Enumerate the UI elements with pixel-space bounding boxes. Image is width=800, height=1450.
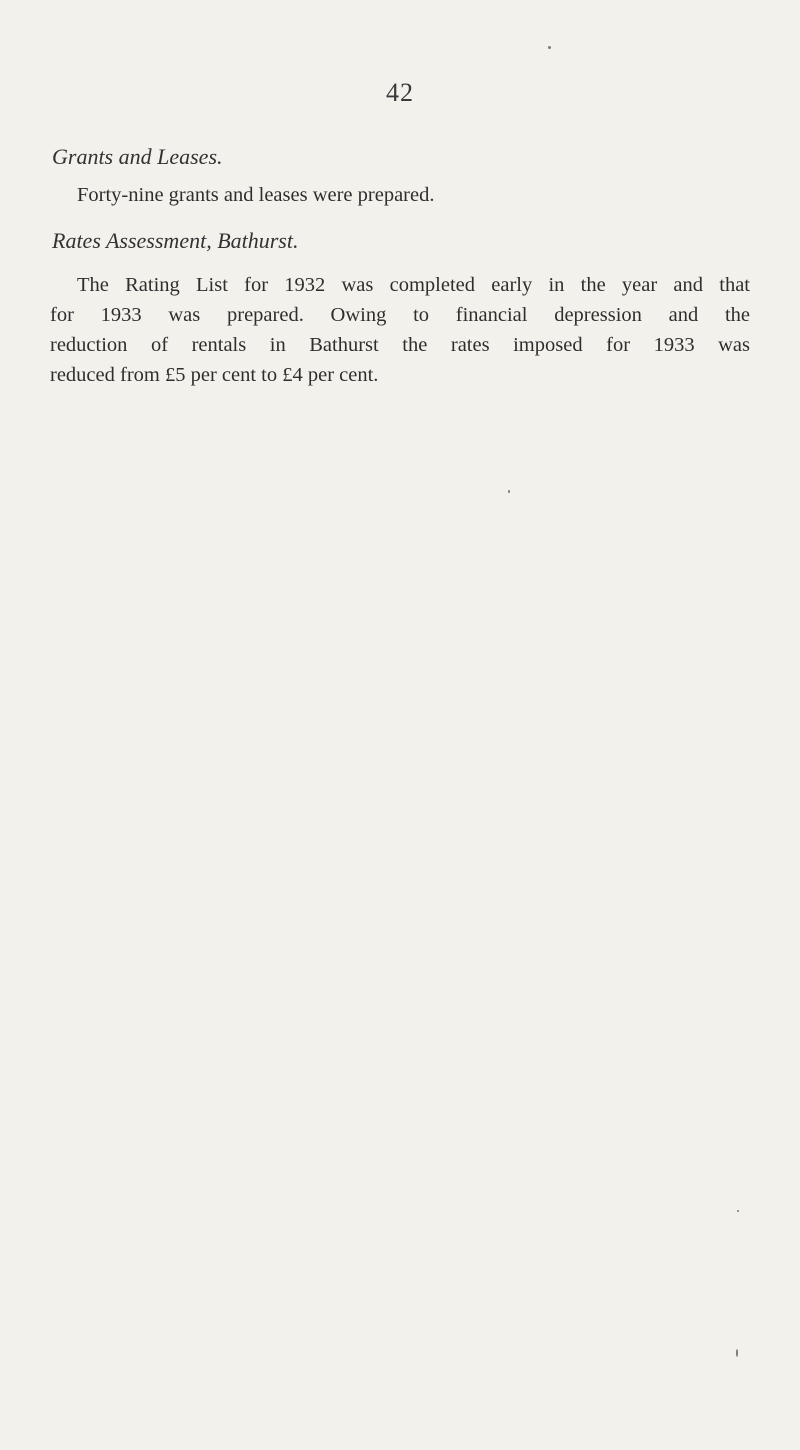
scan-speck (737, 1210, 739, 1212)
scan-speck (548, 46, 551, 49)
paragraph-line: reduced from £5 per cent to £4 per cent. (50, 364, 379, 386)
paragraph-line: reduction of rentals in Bathurst the rates imposed for 1933 was (50, 334, 750, 356)
page-number: 42 (386, 78, 414, 107)
paragraph-grants-and-leases: Forty-nine grants and leases were prepared. (77, 184, 435, 206)
scan-speck (736, 1349, 738, 1357)
scan-speck (508, 490, 510, 493)
paragraph-line: The Rating List for 1932 was completed early in the year and that (77, 274, 750, 296)
section-heading-grants-and-leases: Grants and Leases. (52, 144, 223, 169)
paragraph-rates-assessment (50, 270, 750, 390)
paragraph-line: for 1933 was prepared. Owing to financial depression and the (50, 304, 750, 326)
section-heading-rates-assessment: Rates Assessment, Bathurst. (52, 228, 299, 253)
